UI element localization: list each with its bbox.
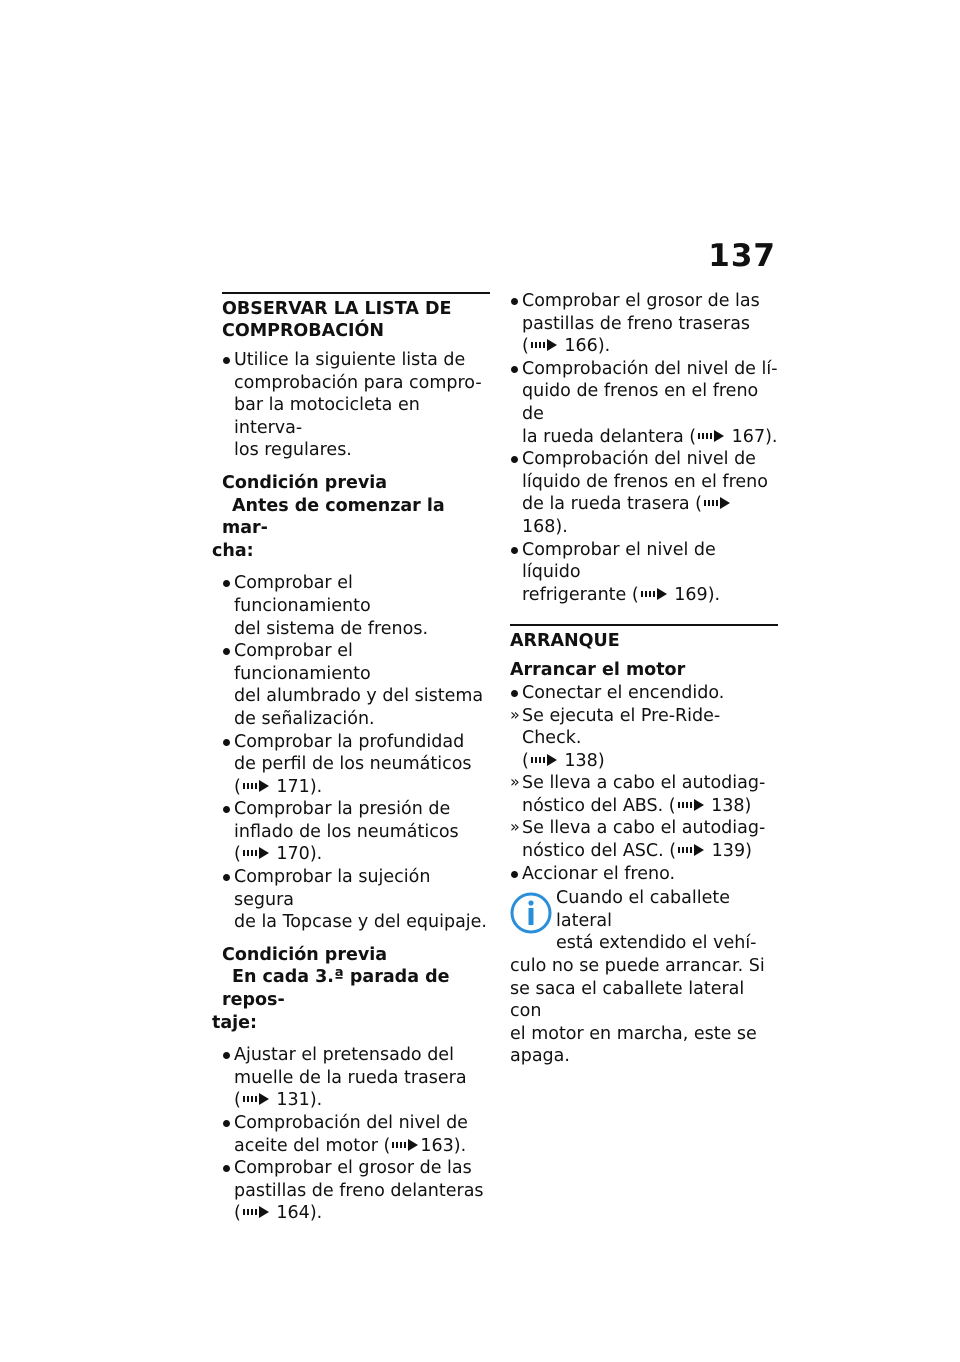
list-item: Accionar el freno.: [510, 863, 778, 886]
condition-title: Condición previa: [222, 472, 388, 493]
section-heading-checklist: OBSERVAR LA LISTA DE COMPROBACIÓN: [222, 299, 452, 341]
page-reference-icon: [678, 844, 704, 856]
condition-title: Condición previa: [222, 944, 388, 965]
start-steps: [510, 682, 778, 885]
list-item: Comprobar la presión de inflado de los neumáticos ( 170).: [222, 798, 490, 866]
list-item: Comprobar el grosor de las pastillas de freno delanteras ( 164).: [222, 1157, 490, 1225]
result-item: » Se lleva a cabo el autodiag- nóstico del ASC. ( 139): [510, 817, 778, 862]
list-item: Comprobar el funcionamiento del alumbrado y del sistema de señalización.: [222, 640, 490, 730]
list-item: Comprobación del nivel de aceite del motor ( 163).: [222, 1112, 490, 1157]
page-reference-icon: [698, 430, 724, 442]
section-heading-start: ARRANQUE: [510, 631, 620, 652]
result-item: » Se lleva a cabo el autodiag- nóstico del ABS. ( 138): [510, 772, 778, 817]
info-icon: [510, 891, 552, 935]
page-reference-icon: [678, 799, 704, 811]
list-item: Comprobar la profundidad de perfil de los neumáticos ( 171).: [222, 731, 490, 799]
list-item: Utilice la siguiente lista de comprobación para compro- bar la motocicleta en interva- los regulares.: [222, 349, 490, 462]
page-reference-icon: [704, 497, 730, 509]
info-note: Cuando el caballete lateral está extendido el vehí- culo no se puede arrancar. Si se saca el caballete lateral con el motor en marcha, este se apaga.: [510, 888, 765, 1067]
checklist-before-ride: [222, 572, 490, 934]
page-reference-icon: [243, 1206, 269, 1218]
left-column: [212, 292, 490, 1225]
checklist-continued: [510, 290, 778, 606]
list-item: Comprobación del nivel de líquido de frenos en el freno de la rueda trasera ( 168).: [510, 448, 778, 538]
page-reference-icon: [531, 339, 557, 351]
subheading-start-engine: Arrancar el motor: [510, 660, 686, 681]
page-reference-icon: [243, 1093, 269, 1105]
intro-list: [222, 349, 490, 462]
list-item: Comprobación del nivel de lí- quido de frenos en el freno de la rueda delantera ( 167).: [510, 358, 778, 448]
page-reference-icon: [392, 1139, 418, 1151]
page-reference-icon: [243, 780, 269, 792]
list-item: Ajustar el pretensado del muelle de la rueda trasera ( 131).: [222, 1044, 490, 1112]
list-item: Conectar el encendido.: [510, 682, 778, 705]
result-item: » Se ejecuta el Pre-Ride-Check. ( 138): [510, 705, 778, 773]
page-number: 137: [708, 238, 776, 274]
list-item: Comprobar el grosor de las pastillas de freno traseras ( 166).: [510, 290, 778, 358]
list-item: Comprobar el nivel de líquido refrigerante ( 169).: [510, 539, 778, 607]
page-reference-icon: [243, 847, 269, 859]
list-item: Comprobar el funcionamiento del sistema de frenos.: [222, 572, 490, 640]
condition-text: En cada 3.ª parada de repos- taje:: [212, 967, 450, 1033]
list-item: Comprobar la sujeción segura de la Topcase y del equipaje.: [222, 866, 490, 934]
condition-text: Antes de comenzar la mar- cha:: [212, 495, 445, 561]
page-reference-icon: [531, 754, 557, 766]
right-column: [510, 290, 778, 1068]
section-rule: [510, 624, 778, 626]
section-rule: [222, 292, 490, 294]
checklist-refuel: [222, 1044, 490, 1225]
page-reference-icon: [641, 588, 667, 600]
